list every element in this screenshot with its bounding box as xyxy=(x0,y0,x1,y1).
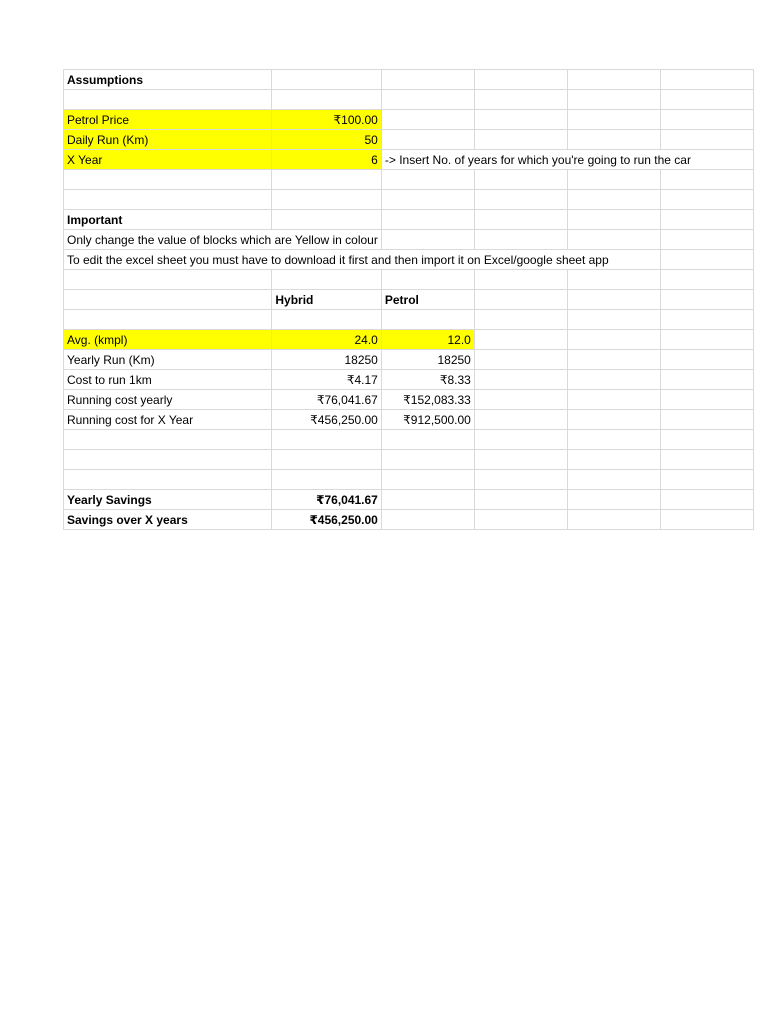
cell[interactable] xyxy=(474,270,567,290)
sheet-row xyxy=(64,110,754,130)
cell[interactable] xyxy=(474,510,567,530)
cell[interactable] xyxy=(272,70,382,90)
cell[interactable] xyxy=(660,310,753,330)
yearly-run-label[interactable]: Yearly Run (Km) xyxy=(64,350,272,370)
cell[interactable] xyxy=(567,330,660,350)
sheet-row xyxy=(64,450,754,470)
cost-per-km-label[interactable]: Cost to run 1km xyxy=(64,370,272,390)
cell[interactable] xyxy=(567,510,660,530)
cell[interactable] xyxy=(567,270,660,290)
daily-run-label[interactable]: Daily Run (Km) xyxy=(64,130,272,150)
cell[interactable] xyxy=(660,390,753,410)
cell[interactable] xyxy=(660,190,753,210)
cell[interactable] xyxy=(64,310,272,330)
cell[interactable] xyxy=(474,130,567,150)
cell[interactable] xyxy=(660,250,753,270)
total-savings-label[interactable]: Savings over X years xyxy=(64,510,272,530)
sheet-row xyxy=(64,90,754,110)
cell[interactable] xyxy=(64,270,272,290)
sheet-row xyxy=(64,190,754,210)
cell[interactable] xyxy=(474,70,567,90)
cell[interactable] xyxy=(660,170,753,190)
cell[interactable] xyxy=(474,230,567,250)
cell[interactable] xyxy=(474,310,567,330)
cell[interactable] xyxy=(660,70,753,90)
cell[interactable] xyxy=(381,210,474,230)
cell[interactable] xyxy=(272,430,382,450)
cell[interactable] xyxy=(567,230,660,250)
sheet-row xyxy=(64,150,754,170)
cell[interactable] xyxy=(272,90,382,110)
cell[interactable] xyxy=(474,90,567,110)
cell[interactable] xyxy=(64,190,272,210)
x-year-label[interactable]: X Year xyxy=(64,150,272,170)
column-header-hybrid[interactable]: Hybrid xyxy=(272,290,382,310)
cell[interactable] xyxy=(567,410,660,430)
cell[interactable] xyxy=(272,170,382,190)
cell[interactable] xyxy=(567,390,660,410)
cell[interactable] xyxy=(474,190,567,210)
assumptions-heading[interactable]: Assumptions xyxy=(64,70,272,90)
cell[interactable] xyxy=(660,450,753,470)
cell[interactable] xyxy=(64,430,272,450)
cell[interactable] xyxy=(567,290,660,310)
cell[interactable] xyxy=(660,490,753,510)
cell[interactable] xyxy=(381,450,474,470)
table-row xyxy=(64,410,754,430)
x-year-value[interactable]: 6 xyxy=(272,150,382,170)
cell[interactable] xyxy=(660,290,753,310)
running-cost-x-year-hybrid[interactable]: ₹456,250.00 xyxy=(272,410,382,430)
table-row xyxy=(64,350,754,370)
cell[interactable] xyxy=(567,90,660,110)
cell[interactable] xyxy=(660,370,753,390)
sheet-row xyxy=(64,70,754,90)
running-cost-yearly-hybrid[interactable]: ₹76,041.67 xyxy=(272,390,382,410)
sheet-row xyxy=(64,470,754,490)
cell[interactable] xyxy=(272,210,382,230)
cell[interactable] xyxy=(64,450,272,470)
cell[interactable] xyxy=(474,370,567,390)
cell[interactable] xyxy=(64,170,272,190)
sheet-row xyxy=(64,310,754,330)
cost-per-km-hybrid[interactable]: ₹4.17 xyxy=(272,370,382,390)
sheet-row xyxy=(64,130,754,150)
cell[interactable] xyxy=(567,70,660,90)
cell[interactable] xyxy=(567,490,660,510)
x-year-note[interactable]: -> Insert No. of years for which you're going to run the car xyxy=(381,150,753,170)
cell[interactable] xyxy=(381,430,474,450)
table-row xyxy=(64,330,754,350)
table-row xyxy=(64,390,754,410)
daily-run-value[interactable]: 50 xyxy=(272,130,382,150)
cost-per-km-petrol[interactable]: ₹8.33 xyxy=(381,370,474,390)
cell[interactable] xyxy=(474,350,567,370)
cell[interactable] xyxy=(474,470,567,490)
yearly-savings-value[interactable]: ₹76,041.67 xyxy=(272,490,382,510)
yearly-run-petrol[interactable]: 18250 xyxy=(381,350,474,370)
table-row xyxy=(64,370,754,390)
cell[interactable] xyxy=(272,470,382,490)
cell[interactable] xyxy=(381,470,474,490)
running-cost-x-year-label[interactable]: Running cost for X Year xyxy=(64,410,272,430)
running-cost-yearly-petrol[interactable]: ₹152,083.33 xyxy=(381,390,474,410)
cell[interactable] xyxy=(567,430,660,450)
cell[interactable] xyxy=(381,110,474,130)
cell[interactable] xyxy=(381,490,474,510)
cell[interactable] xyxy=(474,410,567,430)
petrol-price-label[interactable]: Petrol Price xyxy=(64,110,272,130)
sheet-row xyxy=(64,290,754,310)
cell[interactable] xyxy=(272,450,382,470)
cell[interactable] xyxy=(567,370,660,390)
cell[interactable] xyxy=(474,430,567,450)
cell[interactable] xyxy=(660,90,753,110)
cell[interactable] xyxy=(567,110,660,130)
cell[interactable] xyxy=(381,310,474,330)
cell[interactable] xyxy=(660,230,753,250)
cell[interactable] xyxy=(381,190,474,210)
important-heading[interactable]: Important xyxy=(64,210,272,230)
cell[interactable] xyxy=(381,230,474,250)
cell[interactable] xyxy=(567,190,660,210)
important-note-yellow[interactable]: Only change the value of blocks which are Yellow in colour xyxy=(64,230,382,250)
cell[interactable] xyxy=(567,310,660,330)
cell[interactable] xyxy=(660,430,753,450)
cell[interactable] xyxy=(381,70,474,90)
spreadsheet-grid xyxy=(63,69,754,530)
cell[interactable] xyxy=(474,490,567,510)
yearly-run-hybrid[interactable]: 18250 xyxy=(272,350,382,370)
cell[interactable] xyxy=(660,210,753,230)
cell[interactable] xyxy=(474,170,567,190)
sheet-row xyxy=(64,170,754,190)
cell[interactable] xyxy=(660,350,753,370)
cell[interactable] xyxy=(660,130,753,150)
cell[interactable] xyxy=(660,470,753,490)
cell[interactable] xyxy=(381,510,474,530)
sheet-row xyxy=(64,270,754,290)
yearly-savings-label[interactable]: Yearly Savings xyxy=(64,490,272,510)
avg-label[interactable]: Avg. (kmpl) xyxy=(64,330,272,350)
cell[interactable] xyxy=(381,130,474,150)
cell[interactable] xyxy=(272,270,382,290)
cell[interactable] xyxy=(660,510,753,530)
cell[interactable] xyxy=(567,450,660,470)
avg-hybrid[interactable]: 24.0 xyxy=(272,330,382,350)
cell[interactable] xyxy=(474,390,567,410)
sheet-row xyxy=(64,430,754,450)
cell[interactable] xyxy=(272,310,382,330)
cell[interactable] xyxy=(474,210,567,230)
cell[interactable] xyxy=(660,270,753,290)
cell[interactable] xyxy=(567,470,660,490)
cell[interactable] xyxy=(381,90,474,110)
cell[interactable] xyxy=(567,210,660,230)
cell[interactable] xyxy=(660,410,753,430)
cell[interactable] xyxy=(381,270,474,290)
cell[interactable] xyxy=(474,110,567,130)
cell[interactable] xyxy=(660,110,753,130)
cell[interactable] xyxy=(474,330,567,350)
avg-petrol[interactable]: 12.0 xyxy=(381,330,474,350)
cell[interactable] xyxy=(64,470,272,490)
cell[interactable] xyxy=(567,350,660,370)
important-note-download[interactable]: To edit the excel sheet you must have to download it first and then import it on Excel/google sheet app xyxy=(64,250,661,270)
cell[interactable] xyxy=(567,130,660,150)
cell[interactable] xyxy=(272,190,382,210)
cell[interactable] xyxy=(474,290,567,310)
cell[interactable] xyxy=(64,290,272,310)
petrol-price-value[interactable]: ₹100.00 xyxy=(272,110,382,130)
sheet-row xyxy=(64,230,754,250)
sheet-row xyxy=(64,250,754,270)
cell[interactable] xyxy=(64,90,272,110)
running-cost-x-year-petrol[interactable]: ₹912,500.00 xyxy=(381,410,474,430)
cell[interactable] xyxy=(381,170,474,190)
column-header-petrol[interactable]: Petrol xyxy=(381,290,474,310)
sheet-row xyxy=(64,490,754,510)
sheet-row xyxy=(64,210,754,230)
running-cost-yearly-label[interactable]: Running cost yearly xyxy=(64,390,272,410)
cell[interactable] xyxy=(474,450,567,470)
sheet-row xyxy=(64,510,754,530)
total-savings-value[interactable]: ₹456,250.00 xyxy=(272,510,382,530)
cell[interactable] xyxy=(567,170,660,190)
cell[interactable] xyxy=(660,330,753,350)
